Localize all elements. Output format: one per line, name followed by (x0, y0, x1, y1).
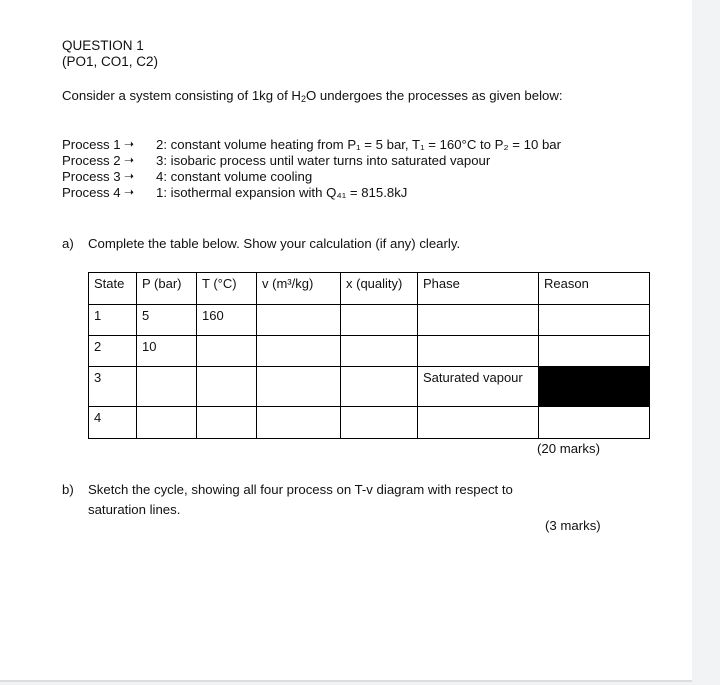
redacted-cell (539, 367, 650, 407)
cell-temperature (197, 336, 257, 367)
cell-pressure (137, 407, 197, 439)
process-line (62, 137, 561, 153)
cell-specific-volume (257, 336, 341, 367)
process-to: 4: (156, 169, 167, 184)
header-specific-volume: v (m³/kg) (257, 273, 341, 305)
intro-part-2: O undergoes the processes as given below: (305, 88, 563, 103)
cell-quality (341, 336, 418, 367)
process-line (62, 169, 312, 185)
process-line (62, 153, 490, 169)
cell-phase (418, 407, 539, 439)
process-desc: isothermal expansion with Q₄₁ = 815.8kJ (170, 185, 408, 200)
cell-pressure: 5 (137, 305, 197, 336)
cell-reason (539, 407, 650, 439)
cell-quality (341, 407, 418, 439)
cell-state: 2 (89, 336, 137, 367)
cell-temperature (197, 367, 257, 407)
header-quality: x (quality) (341, 273, 418, 305)
process-to: 1: (156, 185, 167, 200)
part-b-instruction (62, 480, 582, 520)
table-row (89, 305, 650, 336)
arrow-right-icon: ➝ (124, 137, 135, 151)
part-b-marks: (3 marks) (545, 518, 601, 533)
cell-phase: Saturated vapour (418, 367, 539, 407)
process-to: 2: (156, 137, 167, 152)
question-intro (62, 88, 582, 107)
header-pressure: P (bar) (137, 273, 197, 305)
arrow-right-icon: ➝ (124, 185, 135, 199)
cell-pressure (137, 367, 197, 407)
process-desc: constant volume cooling (170, 169, 313, 184)
cell-state: 1 (89, 305, 137, 336)
part-a-instruction (62, 236, 460, 252)
arrow-right-icon: ➝ (124, 153, 135, 167)
cell-quality (341, 305, 418, 336)
cell-quality (341, 367, 418, 407)
cell-specific-volume (257, 407, 341, 439)
part-a-text: Complete the table below. Show your calculation (if any) clearly. (88, 236, 461, 251)
part-b-text-line2: saturation lines. (88, 502, 181, 517)
table-row (89, 336, 650, 367)
cell-pressure: 10 (137, 336, 197, 367)
arrow-right-icon: ➝ (124, 169, 135, 183)
part-b-text-line1: Sketch the cycle, showing all four process on T-v diagram with respect to (88, 482, 513, 497)
process-to: 3: (156, 153, 167, 168)
question-outcomes: (PO1, CO1, C2) (62, 54, 159, 69)
cell-temperature: 160 (197, 305, 257, 336)
state-table (88, 272, 650, 439)
cell-phase (418, 305, 539, 336)
process-line (62, 185, 407, 201)
intro-part-1: Consider a system consisting of 1kg of H (62, 88, 301, 103)
header-reason: Reason (539, 273, 650, 305)
cell-reason (539, 305, 650, 336)
process-name: Process 1 (62, 137, 121, 152)
table-row (89, 367, 650, 407)
cell-phase (418, 336, 539, 367)
part-b-label: b) (62, 482, 74, 497)
cell-state: 4 (89, 407, 137, 439)
process-desc: constant volume heating from P₁ = 5 bar, T₁ = 160°C to P₂ = 10 bar (170, 137, 562, 152)
cell-specific-volume (257, 305, 341, 336)
process-desc: isobaric process until water turns into saturated vapour (170, 153, 491, 168)
page-bottom-edge (0, 680, 692, 682)
header-temperature: T (°C) (197, 273, 257, 305)
process-name: Process 4 (62, 185, 121, 200)
table-row (89, 407, 650, 439)
question-title: QUESTION 1 (62, 38, 144, 53)
table-header-row (89, 273, 650, 305)
part-a-marks: (20 marks) (537, 441, 601, 456)
process-name: Process 2 (62, 153, 121, 168)
process-name: Process 3 (62, 169, 121, 184)
cell-specific-volume (257, 367, 341, 407)
intro-subscript: 2 (300, 94, 306, 104)
header-phase: Phase (418, 273, 539, 305)
cell-state: 3 (89, 367, 137, 407)
cell-reason (539, 336, 650, 367)
cell-temperature (197, 407, 257, 439)
header-state: State (89, 273, 137, 305)
part-a-label: a) (62, 236, 74, 251)
